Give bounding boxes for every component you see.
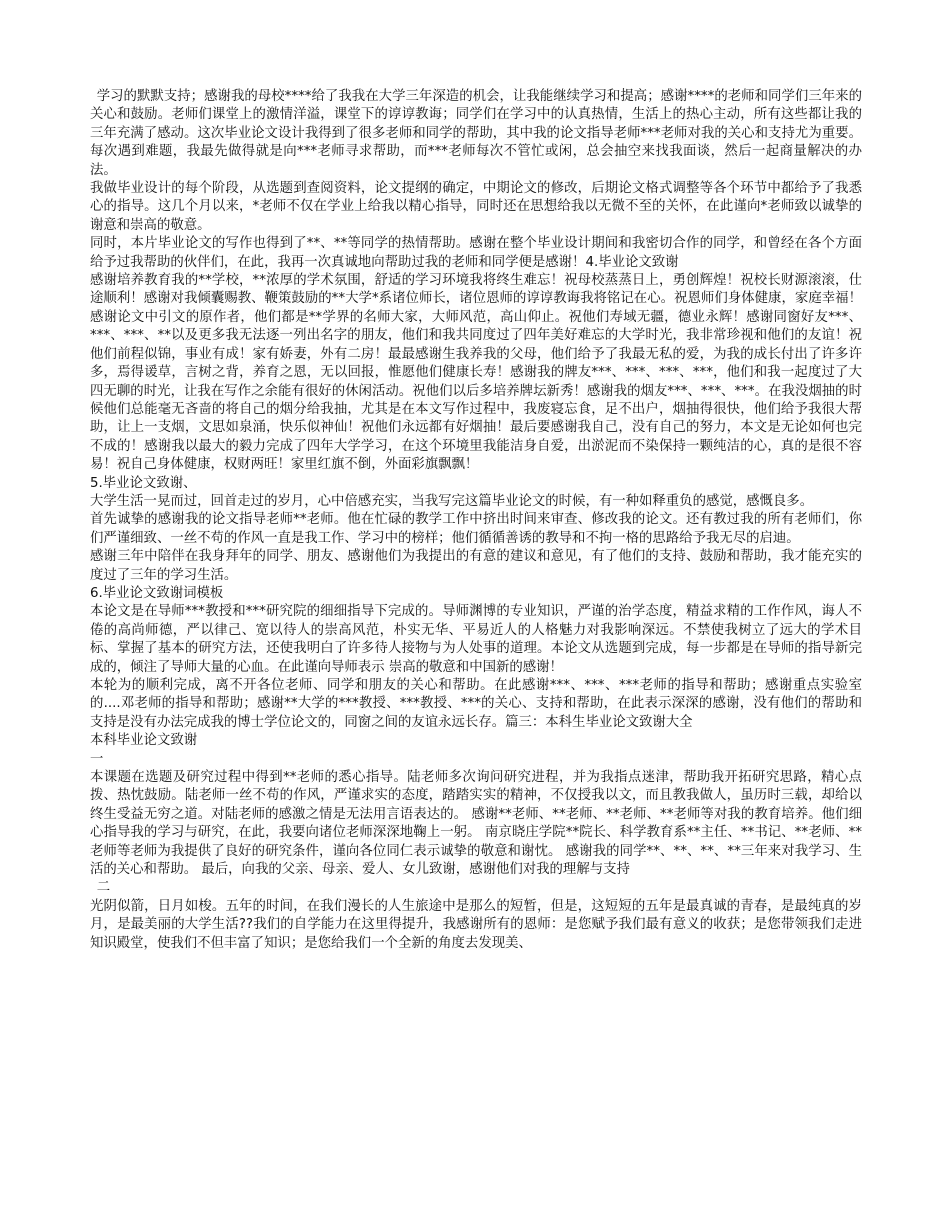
section-number: 一: [90, 751, 104, 767]
paragraph: 感谢三年中陪伴在我身拜年的同学、朋友、感谢他们为我提出的有意的建议和意见，有了他们的支持、鼓励和帮助，我才能充实的度过了三年的学习生活。: [90, 549, 862, 583]
section-heading: 本科毕业论文致谢: [90, 733, 198, 749]
paragraph: 学习的默默支持；感谢我的母校****给了我我在大学三年深造的机会，让我能继续学习和提高；感谢****的老师和同学们三年来的关心和鼓励。老师们课堂上的激情洋溢，课堂下的谆谆教诲；同学们在学习中的认真热情，生活上的热心主动，所有这些都让我的三年充满了感动。这次毕业论文设计我得到了很多老师和同学的帮助，其中我的论文指导老师***老师对我的关心和支持尤为重要。每次遇到难题，我最先做得就是向***老师寻求帮助，而***老师每次不管忙或闲，总会抽空来找我面谈，然后一起商量解决的办法。: [90, 89, 862, 178]
paragraph: 本论文是在导师***教授和***研究院的细细指导下完成的。导师渊博的专业知识，严谨的治学态度，精益求精的工作作风，诲人不倦的高尚师德，严以律己、宽以待人的崇高风范，朴实无华、平易近人的人格魅力对我影响深远。不禁使我树立了远大的学术目标、掌握了基本的研究方法，还使我明白了许多待人接物与为人处事的道理。本论文从选题到完成，每一步都是在导师的指导新完成的，倾注了导师大量的心血。在此谨向导师表示 崇高的敬意和中国新的感谢！: [90, 604, 862, 675]
paragraph: 本课题在选题及研究过程中得到**老师的悉心指导。陆老师多次询问研究进程，并为我指点迷津，帮助我开拓研究思路，精心点拨、热忱鼓励。陆老师一丝不苟的作风，严谨求实的态度，踏踏实实的精神，不仅授我以文，而且教我做人，虽历时三载，却给以终生受益无穷之道。对陆老师的感激之情是无法用言语表达的。 感谢**老师、**老师、**老师、**老师等对我的教育培养。他们细心指导我的学习与研究，在此，我要向诸位老师深深地鞠上一躬。 南京晓庄学院**院长、科学教育系**主任、**书记、**老师、**老师等老师为我提供了良好的研究条件，谨向各位同仁表示诚挚的敬意和谢忱。 感谢我的同学**、**、**、**三年来对我学习、生活的关心和帮助。 最后，向我的父亲、母亲、爱人、女儿致谢，感谢他们对我的理解与支持: [90, 770, 862, 878]
section-heading: 6.毕业论文致谢词模板: [90, 585, 224, 601]
document-page: [90, 88, 862, 953]
section-heading: 5.毕业论文致谢、: [90, 475, 197, 491]
paragraph: 本轮为的顺利完成，离不开各位老师、同学和朋友的关心和帮助。在此感谢***、***、***老师的指导和帮助；感谢重点实验室的....邓老师的指导和帮助；感谢**大学的***教授、***教授、***的关心、支持和帮助，在此表示深深的感谢，没有他们的帮助和支持是没有办法完成我的博士学位论文的，同窗之间的友谊永远长存。篇三：本科生毕业论文致谢大全: [90, 678, 862, 730]
paragraph: 光阴似箭，日月如梭。五年的时间，在我们漫长的人生旅途中是那么的短暂，但是，这短短的五年是最真诚的青春，是最纯真的岁月，是最美丽的大学生活??我们的自学能力在这里得提升，我感谢所有的恩师：是您赋予我们最有意义的收获；是您带领我们走进知识殿堂，使我们不但丰富了知识；是您给我们一个全新的角度去发现美、: [90, 898, 862, 951]
paragraph: 大学生活一晃而过，回首走过的岁月，心中倍感充实，当我写完这篇毕业论文的时候，有一种如释重负的感觉，感慨良多。: [90, 493, 814, 509]
paragraph: 我做毕业设计的每个阶段，从选题到查阅资料，论文提纲的确定，中期论文的修改，后期论文格式调整等各个环节中都给予了我悉心的指导。这几个月以来，*老师不仅在学业上给我以精心指导，同时还在思想给我以无微不至的关怀，在此谨向*老师致以诚挚的谢意和崇高的敬意。: [90, 181, 862, 233]
paragraph: 首先诚挚的感谢我的论文指导老师**老师。他在忙碌的教学工作中挤出时间来审查、修改我的论文。还有教过我的所有老师们，你们严谨细致、一丝不苟的作风一直是我工作、学习中的榜样；他们循循善诱的教导和不拘一格的思路给予我无尽的启迪。: [90, 512, 862, 546]
paragraph: 感谢培养教育我的**学校，**浓厚的学术氛围，舒适的学习环境我将终生难忘！祝母校蒸蒸日上，勇创辉煌！祝校长财源滚滚，仕途顺利！感谢对我倾囊赐教、鞭策鼓励的**大学*系诸位师长，诸位恩师的谆谆教诲我将铭记在心。祝恩师们身体健康，家庭幸福！感谢论文中引文的原作者，他们都是**学界的名师大家，大师风范，高山仰止。祝他们寿域无疆，德业永辉！感谢同窗好友***、***、***、**以及更多我无法逐一列出名字的朋友，他们和我共同度过了四年美好难忘的大学时光，我非常珍视和他们的友谊！祝他们前程似锦，事业有成！家有娇妻，外有二房！最最感谢生我养我的父母，他们给予了我最无私的爱，为我的成长付出了许多许多，焉得谖草，言树之背，养育之恩，无以回报，惟愿他们健康长寿！感谢我的牌友***、***、***、***，他们和我一起度过了大四无聊的时光，让我在写作之余能有很好的休闲活动。祝他们以后多培养牌坛新秀！感谢我的烟友***、***、***。在我没烟抽的时候他们总能毫无吝啬的将自己的烟分给我抽，尤其是在本文写作过程中，我废寝忘食，足不出户，烟抽得很快，他们给予我很大帮助，让上一支烟，文思如泉涌，快乐似神仙！祝他们永远都有好烟抽！最后要感谢我自己，没有自己的努力，本文是无论如何也完不成的！感谢我以最大的毅力完成了四年大学学习，在这个环境里我能洁身自爱，出淤泥而不染保持一颗纯洁的心，真的是很不容易！祝自己身体健康，权财两旺！家里红旗不倒，外面彩旗飘飘！: [90, 273, 862, 473]
section-number: 二: [96, 880, 111, 896]
paragraph: 同时，本片毕业论文的写作也得到了**、**等同学的热情帮助。感谢在整个毕业设计期间和我密切合作的同学，和曾经在各个方面给予过我帮助的伙伴们，在此，我再一次真诚地向帮助过我的老师和同学便是感谢！4.毕业论文致谢: [90, 236, 862, 270]
